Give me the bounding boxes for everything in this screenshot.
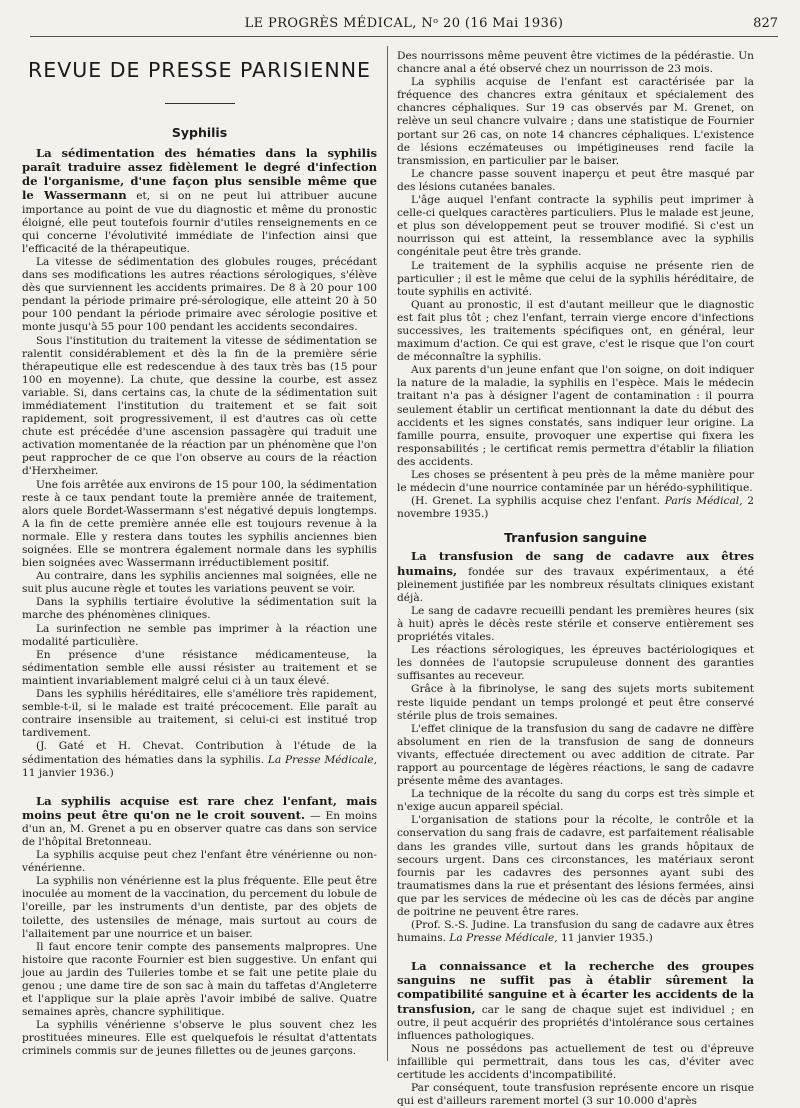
paragraph: Une fois arrêtée aux environs de 15 pour 100, la sédimentation reste à ce taux pendant toute la première année de traitement, alors quele Bordet-Wassermann s'est négativé depuis longtemps. A la fin de cette première année elle est toujours revenue à la normale. Elle y restera dans toutes les syphilis anciennes bien soignées. Elle se montrera également normale dans les syphilis bien soignées avec Wassermann irréductiblement positif. [22,478,377,570]
right-column [397,50,754,1108]
article-lead-rest: car le sang de chaque sujet est individuel ; en outre, il peut acquérir des propriétés d'intolérance sous certaines influences pathologiques. [397,1003,754,1042]
paragraph: Il faut encore tenir compte des pansements malpropres. Une histoire que raconte Fournier est bien suggestive. Un enfant qui joue au jardin des Tuileries tombe et se fait une petite plaie du genou ; une dame tire de son sac à main du taffetas d'Angleterre et l'applique sur la plaie après l'avoir imbibé de salive. Quatre semaines après, chancre syphilitique. [22,940,377,1019]
citation-date: 11 janvier 1935.) [557,932,653,945]
article-lead-in: La sédimentation des hématies dans la syphilis paraît traduire assez fidèlement le degré d'infection de l'organisme, d'une façon plus sensible même que le Wassermann [22,146,377,203]
section-title-syphilis: Syphilis [171,125,228,141]
paragraph: Aux parents d'un jeune enfant que l'on soigne, on doit indiquer la nature de la maladie, la syphilis en l'espèce. Mais le médecin traitant n'a pas à désigner l'agent de contamination : il pourra seulement établir un certificat mentionnant la date du début des accidents et les signes constatés, sans indiquer leur origine. La famille pourra, ensuite, provoquer une expertise qui fixera les responsabilités ; le certificat remis permettra d'établir la filiation des accidents. [397,364,754,468]
paragraph: La surinfection ne semble pas imprimer à la réaction une modalité particulière. [22,622,377,648]
rubric-title: REVUE DE PRESSE PARISIENNE [28,58,371,82]
paragraph: Sous l'institution du traitement la vitesse de sédimentation se ralentit considérablement et dès la fin de la première série thérapeutique elle est redescendue à des taux très bas (15 pour 100 en moyenne). La chute, que dessine la courbe, est assez variable. Si, dans certains cas, la chute de la sédimentation suit immédiatement l'institution du traitement et se fait soit rapidement, soit progressivement, il est d'autres cas où cette chute est précédée d'une ascension passagère qui traduit une activation momentanée de la réaction par un phénomène que l'on peut rapprocher de ce que l'on observe au cours de la réaction d'Herxheimer. [22,334,377,478]
paragraph: L'âge auquel l'enfant contracte la syphilis peut imprimer à celle-ci quelques caractères particuliers. Plus le malade est jeune, et plus son développement peut se trouver modifié. Si c'est un nourrisson qui est atteint, la ressemblance avec la syphilis congénitale peut être très grande. [397,194,754,259]
article-lead-paragraph [22,147,377,256]
article-lead-rest: — En moins d'un an, M. Grenet a pu en observer quatre cas dans son service de l'hôpital Bretonneau. [22,809,378,848]
paragraph: La syphilis vénérienne s'observe le plus souvent chez les prostituées mineures. Elle est quelquefois le résultat d'attentats criminels commis sur de jeunes fillettes ou de jeunes garçons. [22,1019,377,1058]
citation-text: (H. Grenet. La syphilis acquise chez l'enfant. [411,495,665,508]
article-lead-paragraph [22,795,377,849]
citation-journal: Paris Médical, [664,495,743,508]
page-number: 827 [753,16,778,31]
paragraph: En présence d'une résistance médicamenteuse, la sédimentation semble elle aussi résister au traitement et se maintient invariablement malgré celui ci à un taux élevé. [22,648,377,687]
paragraph: Les choses se présentent à peu près de la même manière pour le médecin d'une nourrice contaminée par un hérédo-syphilitique. [397,469,754,495]
paragraph: Les réactions sérologiques, les épreuves bactériologiques et les données de l'autopsie scrupuleuse donnent des garanties suffisantes au receveur. [397,644,754,683]
article-lead-in: La connaissance et la recherche des groupes sanguins ne suffit pas à établir sûrement la compatibilité sanguine et à écarter les accidents de la transfusion, [397,959,754,1016]
paragraph: Le sang de cadavre recueilli pendant les premières heures (six à huit) après le décès reste stérile et conserve entièrement ses propriétés vitales. [397,604,754,644]
citation [397,495,754,521]
citation-text: (Prof. S.-S. Judine. La transfusion du sang de cadavre aux êtres humains. [397,919,754,945]
paragraph-continued: Des nourrissons même peuvent être victimes de la pédérastie. Un chancre anal a été observé chez un nourrisson de 23 mois. [397,50,754,76]
paragraph: Dans la syphilis tertiaire évolutive la sédimentation suit la marche des phénomènes cliniques. [22,596,377,622]
paragraph: Quant au pronostic, il est d'autant meilleur que le diagnostic est fait plus tôt ; chez l'enfant, terrain vierge encore d'infections successives, les traitements spécifiques ont, en général, leur maximum d'action. Ce qui est grave, c'est le risque que l'on court de méconnaître la syphilis. [397,298,754,364]
paragraph: Le traitement de la syphilis acquise ne présente rien de particulier ; il est le même que celui de la syphilis héréditaire, de toute syphilis en activité. [397,259,754,298]
citation [397,919,754,945]
article-lead-rest: fondée sur des travaux expérimentaux, a été pleinement justifiée par les nombreux résultats cliniques existant déjà. [397,565,754,604]
article-lead-in: La syphilis acquise est rare chez l'enfant, mais moins peut être qu'on ne le croit souvent. [22,793,377,822]
citation [22,740,377,779]
paragraph: Nous ne possédons pas actuellement de test ou d'épreuve infaillible qui permettrait, dans tous les cas, d'éviter avec certitude les accidents d'incompatibilité. [397,1042,754,1082]
article-lead-paragraph [397,550,754,604]
section-title-transfusion: Tranfusion sanguine [504,530,647,546]
paragraph: La technique de la récolte du sang du corps est très simple et n'exige aucun appareil spécial. [397,788,754,814]
header-rule [30,36,778,37]
paragraph: L'effet clinique de la transfusion du sang de cadavre ne diffère absolument en rien de la transfusion de sang de donneurs vivants, effectuée directement ou avec addition de citrate. Par rapport au pourcentage de légères réactions, le sang de cadavre présente même des avantages. [397,722,754,788]
running-title: LE PROGRÈS MÉDICAL, Nᵒ 20 (16 Mai 1936) [244,16,564,31]
citation-journal: La Presse Médicale, [267,753,378,766]
paragraph: La syphilis non vénérienne est la plus fréquente. Elle peut être inoculée au moment de la vaccination, du percement du lobule de l'oreille, par les instruments d'un dentiste, par des objets de toilette, des ustensiles de ménage, mais surtout au cours de l'allaitement par une nourrice et un baiser. [22,875,377,940]
article-lead-rest: et, si on ne peut lui attribuer aucune importance au point de vue du diagnostic et même du pronostic éloigné, elle peut toutefois fournir d'utiles renseignements en ce qui concerne l'évolutivité immédiate de l'infection ainsi que l'efficacité de la thérapeutique. [22,190,377,255]
paragraph: Par conséquent, toute transfusion représente encore un risque qui est d'ailleurs rarement mortel (3 sur 10.000 d'après [397,1082,754,1108]
article-lead-in: La transfusion de sang de cadavre aux êtres humains, [397,549,754,578]
paragraph: Dans les syphilis héréditaires, elle s'améliore très rapidement, semble-t-il, si le malade est traité précocement. Elle paraît au contraire insensible au traitement, si celui-ci est institué trop tardivement. [22,688,377,740]
rubric-rule [165,103,235,104]
paragraph: Grâce à la fibrinolyse, le sang des sujets morts subitement reste liquide pendant un temps prolongé et peut être conservé stérile plus de trois semaines. [397,683,754,722]
citation-journal: La Presse Médicale, [449,932,558,945]
paragraph: La vitesse de sédimentation des globules rouges, précédant dans ses modifications les autres réactions sérologiques, s'élève dès que surviennent les accidents primaires. De 8 à 20 pour 100 pendant la période primaire pré-sérologique, elle atteint 20 à 50 pour 100 pendant la période primaire avec sérologie positive et monte jusqu'à 55 pour 100 pendant les accidents secondaires. [22,255,377,334]
running-header [30,16,778,38]
article-lead-paragraph [397,960,754,1043]
citation-text: (J. Gaté et H. Chevat. Contribution à l'étude de la sédimentation des hématies dans la syphilis. [22,740,377,766]
left-column [22,46,377,1066]
paragraph: Le chancre passe souvent inaperçu et peut être masqué par des lésions cutanées banales. [397,167,754,193]
paragraph: Au contraire, dans les syphilis anciennes mal soignées, elle ne suit plus aucune règle et toutes les variations peuvent se voir. [22,570,377,596]
column-divider [387,46,388,1061]
citation-date: 2 novembre 1935.) [397,495,754,521]
paragraph: La syphilis acquise de l'enfant est caractérisée par la fréquence des chancres extra génitaux et spécialement des chancres céphaliques. Sur 19 cas observés par M. Grenet, on relève un seul chancre vulvaire ; dans une statistique de Fournier portant sur 26 cas, on note 14 chancres céphaliques. L'existence de lésions eczémateuses ou impétigineuses rend facile la transmission, en particulier par le baiser. [397,76,754,167]
paragraph: La syphilis acquise peut chez l'enfant être vénérienne ou non-vénérienne. [22,849,377,875]
citation-date: 11 janvier 1936.) [22,766,114,779]
paragraph: L'organisation de stations pour la récolte, le contrôle et la conservation du sang frais de cadavre, est parfaitement réalisable dans les grandes ville, surtout dans les grands hôpitaux de secours urgent. Dans ces circonstances, les matériaux seront fournis par les cadavres des personnes ayant subi des traumatismes dans la rue et présentant des lésions fermées, ainsi que par les services de médecine où les cas de décès par angine de poitrine ne peuvent être rares. [397,814,754,918]
